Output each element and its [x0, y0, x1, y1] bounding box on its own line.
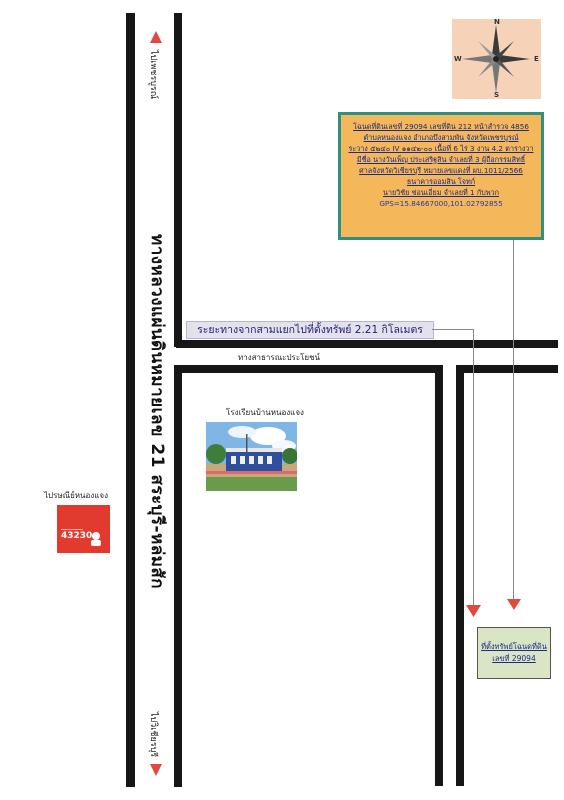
- location-line-2: เลขที่ 29094: [492, 654, 536, 663]
- compass-w: W: [454, 55, 462, 63]
- highway-label: ทางหลวงแผ่นดินหมายเลข 21 สระบุรี-หล่มสัก: [147, 234, 167, 590]
- side-road-right-line: [456, 365, 464, 786]
- school-photo: [206, 422, 297, 491]
- post-card-postcode: 43230: [61, 531, 93, 541]
- arrow-up-icon: [150, 31, 162, 43]
- post-card-graphic: [61, 511, 83, 530]
- info-line-4: มีชื่อ นางวันเพ็ญ ประเสริฐสิน จำเลยที่ 3 ผู้ถือกรรมสิทธิ์: [356, 155, 526, 164]
- compass-e: E: [534, 55, 539, 63]
- info-line-5: ศาลจังหวัดวิเชียรบุรี หมายเลขแดงที่ ผบ.1011/2566: [359, 166, 523, 175]
- info-gps: GPS=15.84667000,101.02792855: [379, 199, 503, 208]
- location-line-1: ที่ตั้งทรัพย์โฉนดที่ดิน: [481, 642, 547, 651]
- info-pointer-line: [513, 240, 514, 602]
- title-deed-info-box: [338, 112, 544, 240]
- distance-pointer-arrow-icon: [466, 605, 481, 617]
- info-line-7: นายวิชัย ช่อนเอี่ยม จำเลยที่ 1 กับพวก: [383, 188, 499, 197]
- distance-pointer-h: [432, 329, 474, 330]
- public-road-label: ทางสาธารณะประโยชน์: [238, 353, 320, 362]
- distance-pointer-v: [473, 329, 474, 607]
- highway-left-line: [126, 13, 135, 787]
- highway-right-line: [174, 13, 182, 347]
- lower-road-line-left: [176, 365, 442, 373]
- compass-rose-icon: [452, 19, 541, 99]
- school-label: โรงเรียนบ้านหนองแจง: [226, 408, 304, 417]
- compass-s: S: [494, 91, 500, 99]
- lower-road-line-right: [456, 365, 558, 373]
- highway-right-line-lower: [174, 365, 182, 787]
- direction-bottom-label: ไปวิเชียรบุรี: [148, 712, 158, 758]
- direction-top-label: ไปเพชรบูรณ์: [148, 50, 158, 100]
- info-line-1: โฉนดที่ดินเลขที่ 29094 เลขที่ดิน 212 หน้าสำรวจ 4856: [353, 122, 529, 131]
- info-line-2: ตำบลหนองแจง อำเภอบึงสามพัน จังหวัดเพชรบูรณ์: [363, 133, 519, 142]
- distance-label: ระยะทางจากสามแยกไปที่ตั้งทรัพย์ 2.21 กิโลเมตร: [186, 321, 434, 339]
- post-office-label: ไปรษณีย์หนองแจง: [44, 491, 108, 500]
- info-pointer-arrow-icon: [507, 599, 521, 610]
- post-office-card: [57, 505, 110, 553]
- info-line-3: ระวาง ๕๒๔๐ IV ๑๑๔๒-๐๐ เนื้อที่ 6 ไร่ 3 งาน 4.2 ตารางวา: [348, 144, 534, 153]
- compass-n: N: [494, 18, 500, 26]
- arrow-down-icon: [150, 764, 162, 776]
- info-line-6: ธนาคารออมสิน โจทก์: [406, 177, 476, 186]
- upper-road-line: [176, 340, 558, 348]
- compass: [452, 19, 541, 99]
- side-road-left-line: [435, 365, 443, 786]
- property-location-box: [477, 627, 551, 679]
